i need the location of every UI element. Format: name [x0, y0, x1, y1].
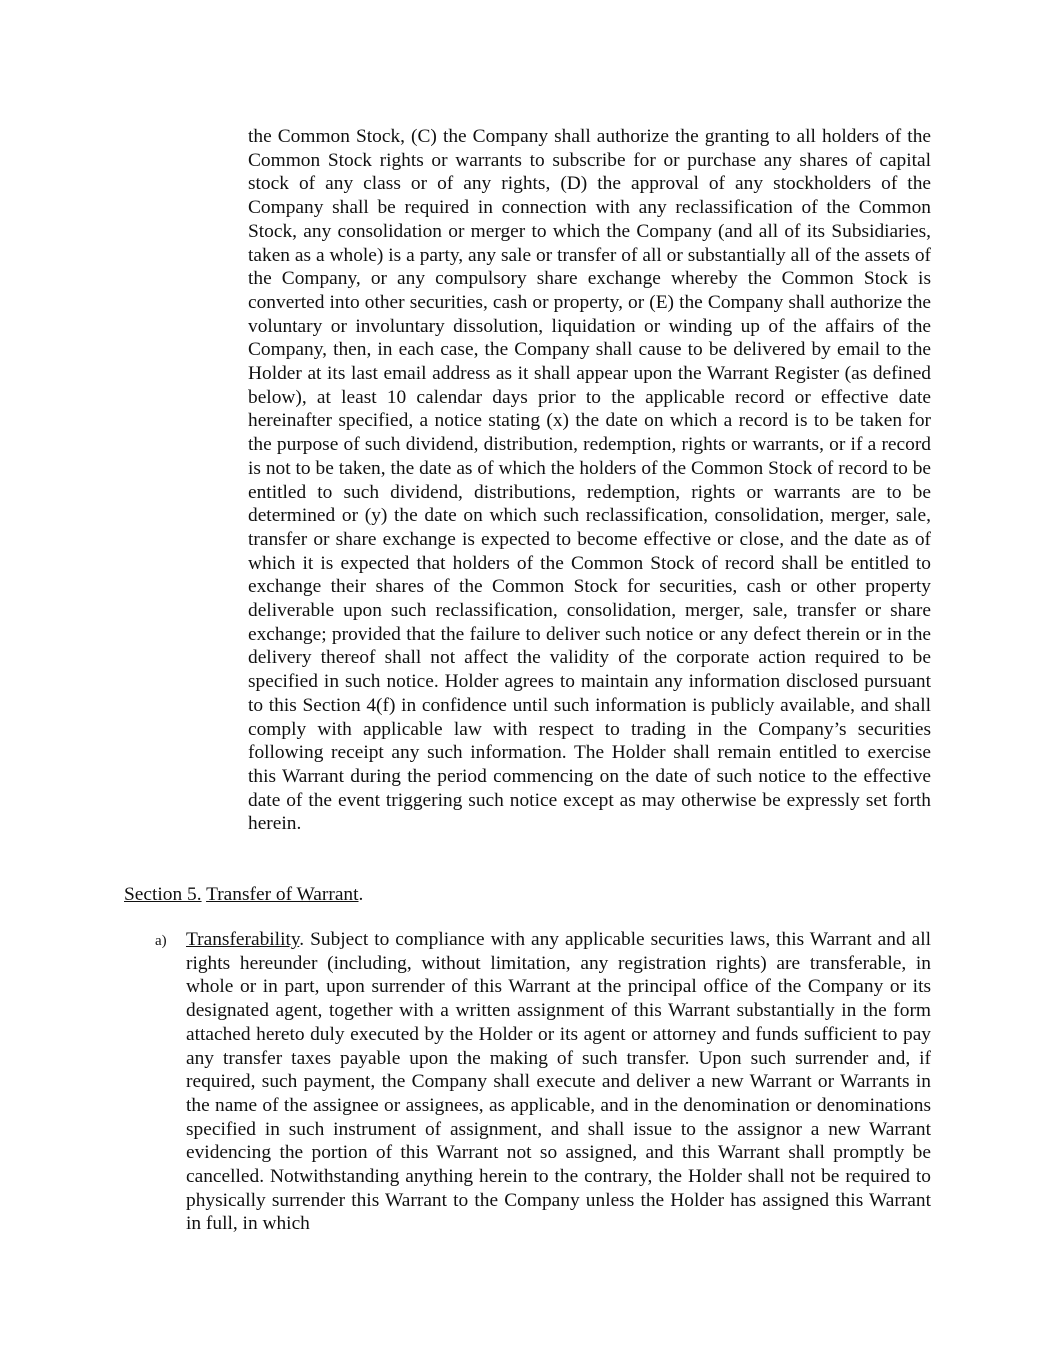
section-5-heading: [124, 883, 363, 907]
transferability-text: . Subject to compliance with any applicable securities laws, this Warrant and all rights hereunder (including, without limitation, any registration rights) are transferable, in whole or in part, upon surrender of this Warrant at the principal office of the Company or its designated agent, together with a written assignment of this Warrant substantially in the form attached hereto duly executed by the Holder or its agent or attorney and funds sufficient to pay any transfer taxes payable upon the making of such transfer. Upon such surrender and, if required, such payment, the Company shall execute and deliver a new Warrant or Warrants in the name of the assignee or assignees, as applicable, and in the denomination or denominations specified in such instrument of assignment, and shall issue to the assignor a new Warrant evidencing the portion of this Warrant not so assigned, and this Warrant shall promptly be cancelled. Notwithstanding anything herein to the contrary, the Holder shall not be required to physically surrender this Warrant to the Company unless the Holder has assigned this Warrant in full, in which: [186, 929, 931, 1235]
list-marker-a: a): [155, 933, 167, 949]
transferability-paragraph: [186, 928, 931, 1236]
transferability-heading: Transferability: [186, 929, 300, 950]
section-5-number: Section 5.: [124, 884, 202, 905]
section-5-period: .: [358, 884, 364, 905]
section-5-title: Transfer of Warrant: [206, 884, 359, 905]
continued-paragraph: the Common Stock, (C) the Company shall authorize the granting to all holders of the Common Stock rights or warrants to subscribe for or purchase any shares of capital stock of any class or of any rights, (D) the approval of any stockholders of the Company shall be required in connection with any reclassification of the Common Stock, any consolidation or merger to which the Company (and all of its Subsidiaries, taken as a whole) is a party, any sale or transfer of all or substantially all of the assets of the Company, or any compulsory share exchange whereby the Common Stock is converted into other securities, cash or property, or (E) the Company shall authorize the voluntary or involuntary dissolution, liquidation or winding up of the affairs of the Company, then, in each case, the Company shall cause to be delivered by email to the Holder at its last email address as it shall appear upon the Warrant Register (as defined below), at least 10 calendar days prior to the applicable record or effective date hereinafter specified, a notice stating (x) the date on which a record is to be taken for the purpose of such dividend, distribution, redemption, rights or warrants, or if a record is not to be taken, the date as of which the holders of the Common Stock of record to be entitled to such dividend, distributions, redemption, rights or warrants are to be determined or (y) the date on which such reclassification, consolidation, merger, sale, transfer or share exchange is expected to become effective or close, and the date as of which it is expected that holders of the Common Stock of record shall be entitled to exchange their shares of the Common Stock for securities, cash or other property deliverable upon such reclassification, consolidation, merger, sale, transfer or share exchange; provided that the failure to deliver such notice or any defect therein or in the delivery thereof shall not affect the validity of the corporate action required to be specified in such notice. Holder agrees to maintain any information disclosed pursuant to this Section 4(f) in confidence until such information is publicly available, and shall comply with applicable law with respect to trading in the Company’s securities following receipt any such information. The Holder shall remain entitled to exercise this Warrant during the period commencing on the date of such notice to the effective date of the event triggering such notice except as may otherwise be expressly set forth herein.: [248, 126, 931, 835]
